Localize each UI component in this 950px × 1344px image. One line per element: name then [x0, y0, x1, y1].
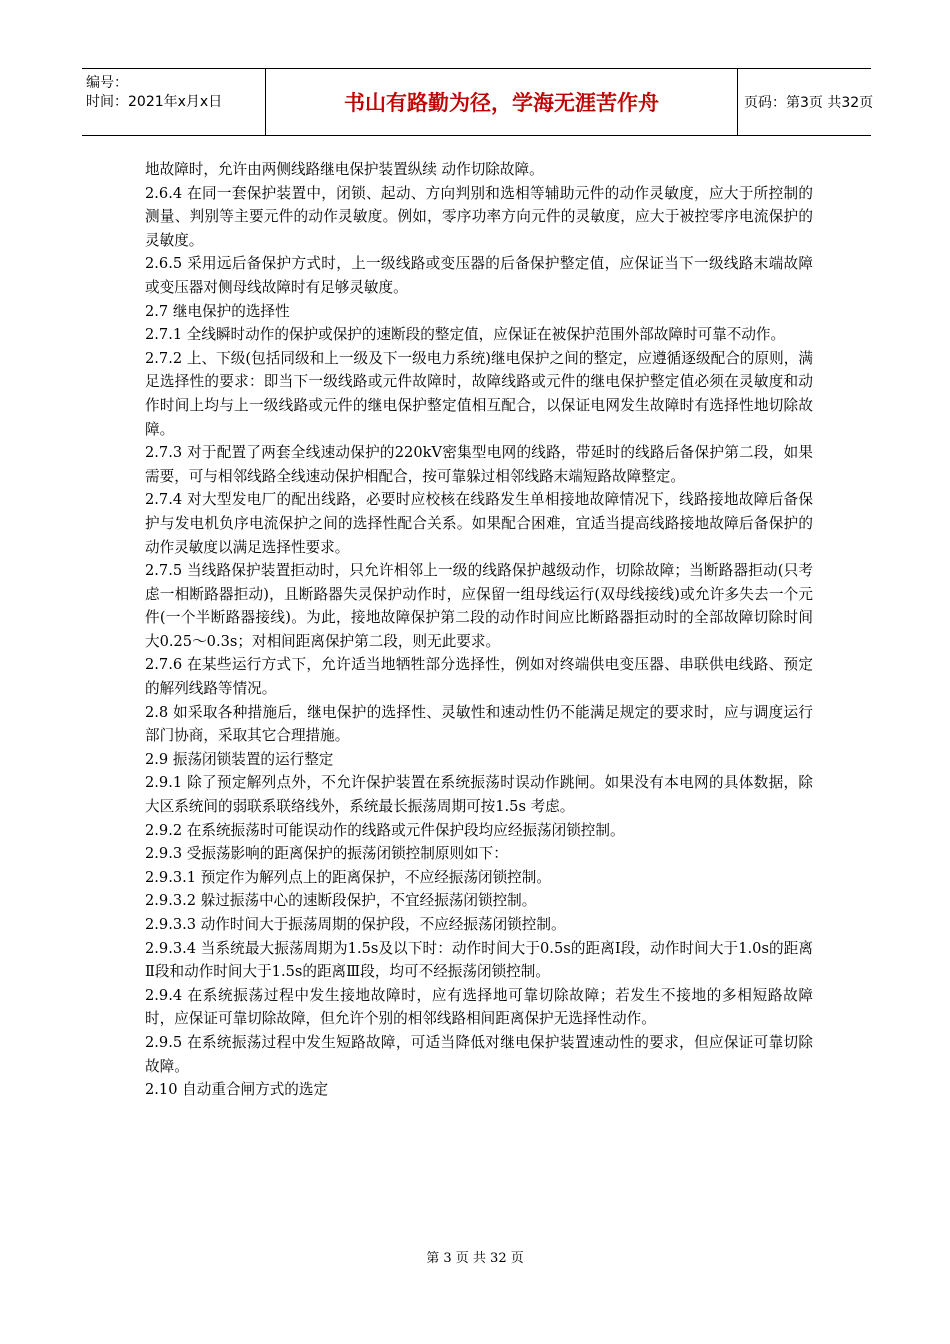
paragraph: 2.7.3 对于配置了两套全线速动保护的220kV密集型电网的线路，带延时的线路后备保护第二段，如果需要，可与相邻线路全线速动保护相配合，按可靠躲过相邻线路末端短路故障整定。	[145, 444, 813, 485]
paragraph: 2.7.2 上、下级(包括同级和上一级及下一级电力系统)继电保护之间的整定，应遵循逐级配合的原则，满足选择性的要求：即当下一级线路或元件故障时，故障线路或元件的继电保护整定值必须在灵敏度和动作时间上均与上一级线路或元件的继电保护整定值相互配合，以保证电网发生故障时有选择性地切除故障。	[145, 349, 813, 438]
paragraph: 2.6.4 在同一套保护装置中，闭锁、起动、方向判别和选相等辅助元件的动作灵敏度，应大于所控制的测量、判别等主要元件的动作灵敏度。例如，零序功率方向元件的灵敏度，应大于被控零序电流保护的灵敏度。	[145, 184, 813, 249]
paragraph: 2.9.3 受振荡影响的距离保护的振荡闭锁控制原则如下：	[145, 845, 508, 863]
section-heading: 2.10 自动重合闸方式的选定	[145, 1081, 329, 1099]
header-page-info: 页码：第3页 共32页	[744, 95, 874, 111]
section-heading: 2.9 振荡闭锁装置的运行整定	[145, 750, 334, 768]
paragraph: 2.9.1 除了预定解列点外，不允许保护装置在系统振荡时误动作跳闸。如果没有本电网的具体数据，除大区系统间的弱联系联络线外，系统最长振荡周期可按1.5s 考虑。	[145, 774, 813, 816]
paragraph: 2.9.3.2 躲过振荡中心的速断段保护，不宜经振荡闭锁控制。	[145, 892, 537, 910]
paragraph: 地故障时，允许由两侧线路继电保护装置纵续 动作切除故障。	[145, 161, 544, 178]
paragraph: 2.7.5 当线路保护装置拒动时，只允许相邻上一级的线路保护越级动作，切除故障；当断路器拒动(只考虑一相断路器拒动)，且断路器失灵保护动作时，应保留一组母线运行(双母线接线)或允许多失去一个元件(一个半断路器接线)。为此，接地故障保护第二段的动作时间应比断路器拒动时的全部故障切除时间大0.25～0.3s；对相间距离保护第二段，则无此要求。	[145, 562, 813, 650]
document-number-label: 编号：	[86, 75, 128, 91]
paragraph: 2.9.3.3 动作时间大于振荡周期的保护段，不应经振荡闭锁控制。	[145, 916, 566, 933]
header-meta	[82, 69, 266, 135]
page-footer: 第 3 页 共 32 页	[426, 1251, 524, 1266]
paragraph: 2.9.2 在系统振荡时可能误动作的线路或元件保护段均应经振荡闭锁控制。	[145, 821, 625, 839]
document-time: 时间：2021年x月x日	[86, 94, 223, 110]
document-body	[145, 158, 813, 1102]
paragraph: 2.8 如采取各种措施后，继电保护的选择性、灵敏性和速动性仍不能满足规定的要求时，应与调度运行部门协商，采取其它合理措施。	[145, 703, 813, 745]
paragraph: 2.7.1 全线瞬时动作的保护或保护的速断段的整定值，应保证在被保护范围外部故障时可靠不动作。	[145, 326, 786, 344]
paragraph: 2.6.5 采用远后备保护方式时，上一级线路或变压器的后备保护整定值，应保证当下一级线路末端故障或变压器对侧母线故障时有足够灵敏度。	[145, 255, 813, 296]
paragraph: 2.9.4 在系统振荡过程中发生接地故障时，应有选择地可靠切除故障；若发生不接地的多相短路故障时，应保证可靠切除故障，但允许个别的相邻线路相间距离保护无选择性动作。	[145, 986, 813, 1028]
header-motto: 书山有路勤为径，学海无涯苦作舟	[266, 69, 738, 135]
paragraph: 2.7.4 对大型发电厂的配出线路，必要时应校核在线路发生单相接地故障情况下，线路接地故障后备保护与发电机负序电流保护之间的选择性配合关系。如果配合困难，宜适当提高线路接地故障后备保护的动作灵敏度以满足选择性要求。	[145, 491, 813, 556]
paragraph: 2.7.6 在某些运行方式下，允许适当地牺牲部分选择性，例如对终端供电变压器、串联供电线路、预定的解列线路等情况。	[145, 656, 813, 698]
section-heading: 2.7 继电保护的选择性	[145, 302, 290, 320]
page-header	[82, 68, 874, 136]
paragraph: 2.9.3.4 当系统最大振荡周期为1.5s及以下时：动作时间大于0.5s的距离Ⅰ段，动作时间大于1.0s的距离Ⅱ段和动作时间大于1.5s的距离Ⅲ段，均可不经振荡闭锁控制。	[145, 939, 813, 981]
paragraph: 2.9.3.1 预定作为解列点上的距离保护，不应经振荡闭锁控制。	[145, 868, 551, 886]
paragraph: 2.9.5 在系统振荡过程中发生短路故障，可适当降低对继电保护装置速动性的要求，但应保证可靠切除故障。	[145, 1033, 813, 1075]
